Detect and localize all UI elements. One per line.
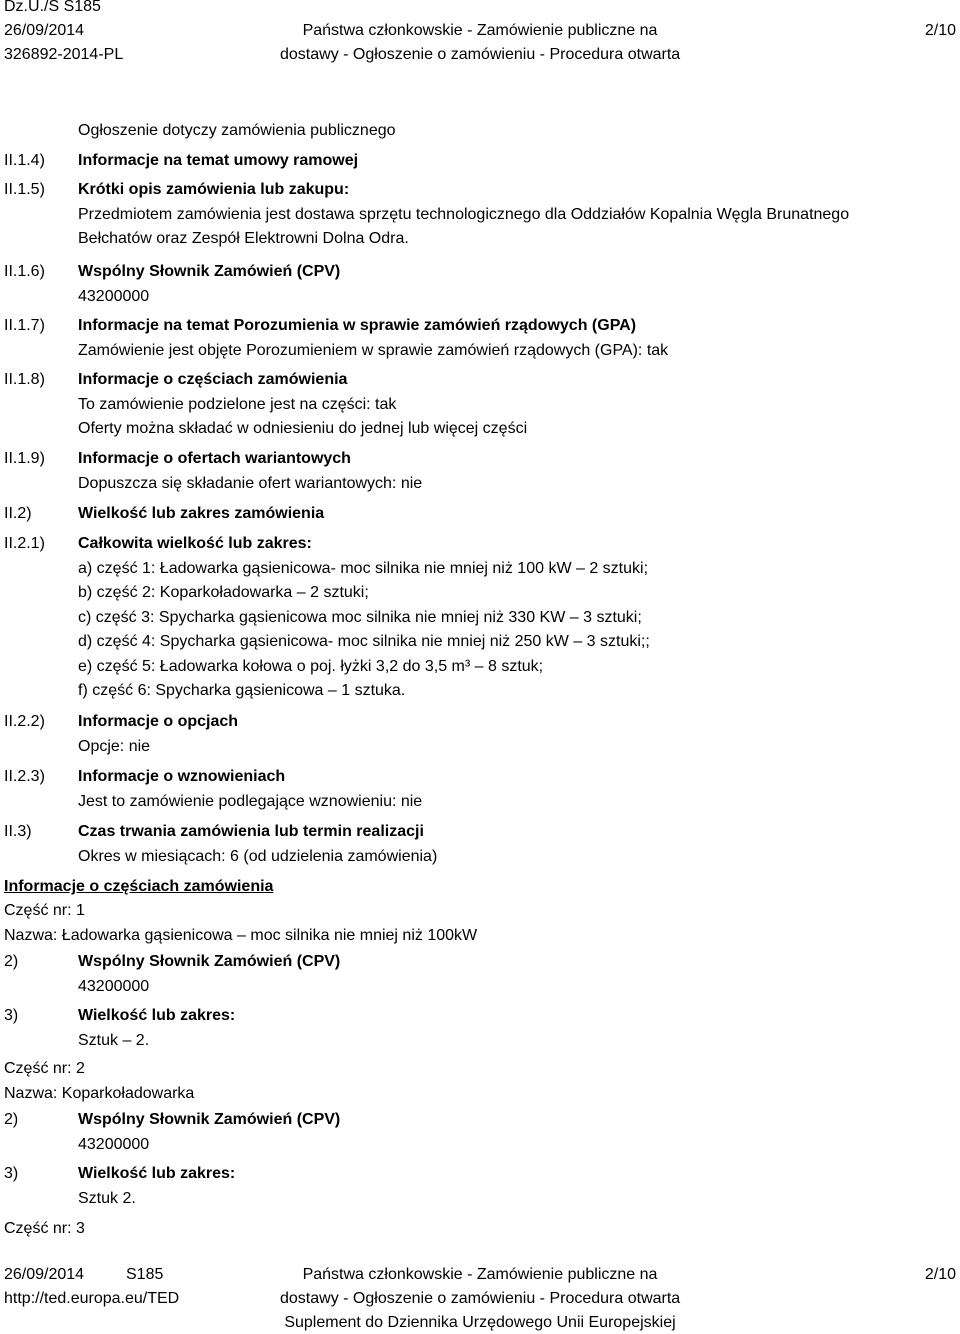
part3-label: Część nr: 3 — [4, 1220, 85, 1237]
section-heading: Informacje na temat umowy ramowej — [78, 152, 359, 169]
section-text: c) część 3: Spycharka gąsienicowa moc silnika nie mniej niż 330 KW – 3 sztuki; — [78, 608, 642, 626]
part-cpv-number: 2) — [4, 1111, 19, 1128]
section-heading: Wielkość lub zakres zamówienia — [78, 505, 325, 522]
header-title-line2: dostawy - Ogłoszenie o zamówieniu - Procedura otwarta — [280, 46, 681, 63]
section-number: II.1.9) — [4, 450, 45, 467]
part-name-label: Nazwa: Ładowarka gąsienicowa – moc silnika nie mniej niż 100kW — [4, 926, 478, 944]
part-name-label: Nazwa: Koparkoładowarka — [4, 1084, 195, 1102]
section-number: II.3) — [4, 823, 32, 840]
section-text: Dopuszcza się składanie ofert wariantowych: nie — [78, 474, 423, 492]
section-text: Jest to zamówienie podlegające wznowieniu: nie — [78, 792, 423, 810]
part-quantity-value: Sztuk 2. — [78, 1189, 136, 1207]
footer-url[interactable]: http://ted.europa.eu/TED — [4, 1290, 180, 1307]
section-text: a) część 1: Ładowarka gąsienicowa- moc silnika nie mniej niż 100 kW – 2 sztuki; — [78, 559, 649, 577]
footer-page-number: 2/10 — [924, 1266, 956, 1283]
section-heading: Czas trwania zamówienia lub termin realizacji — [78, 823, 424, 840]
section-number: II.1.5) — [4, 181, 45, 198]
footer-series: S185 — [126, 1266, 164, 1283]
notice-id: 326892-2014-PL — [4, 46, 124, 63]
part-quantity-value: Sztuk – 2. — [78, 1031, 150, 1049]
part-quantity-number: 3) — [4, 1007, 19, 1024]
part-quantity-heading: Wielkość lub zakres: — [78, 1165, 236, 1182]
section-heading: Informacje o wznowieniach — [78, 768, 286, 785]
part-quantity-heading: Wielkość lub zakres: — [78, 1007, 236, 1024]
part-cpv-code: 43200000 — [78, 1135, 150, 1153]
section-text: Ogłoszenie dotyczy zamówienia publicznego — [78, 122, 396, 139]
section-text: e) część 5: Ładowarka kołowa o poj. łyżki 3,2 do 3,5 m³ – 8 sztuk; — [78, 657, 544, 675]
section-text: Opcje: nie — [78, 737, 151, 755]
section-text: Bełchatów oraz Zespół Elektrowni Dolna Odra. — [78, 230, 409, 247]
section-text: 43200000 — [78, 287, 150, 305]
section-number: II.2.3) — [4, 768, 45, 785]
section-text: f) część 6: Spycharka gąsienicowa – 1 sztuka. — [78, 682, 406, 699]
footer-title-line2: dostawy - Ogłoszenie o zamówieniu - Procedura otwarta — [280, 1290, 681, 1307]
section-text: To zamówienie podzielone jest na części: tak — [78, 395, 397, 413]
journal-ref: Dz.U./S S185 — [4, 0, 101, 15]
parts-heading: Informacje o częściach zamówienia — [4, 878, 274, 895]
section-number: II.2.2) — [4, 713, 45, 730]
section-heading: Informacje o częściach zamówienia — [78, 371, 348, 388]
header-title-line1: Państwa członkowskie - Zamówienie publiczne na — [302, 22, 658, 39]
section-text: Okres w miesiącach: 6 (od udzielenia zamówienia) — [78, 847, 438, 865]
section-number: II.1.7) — [4, 317, 45, 334]
section-heading: Informacje na temat Porozumienia w sprawie zamówień rządowych (GPA) — [78, 317, 637, 334]
part-quantity-number: 3) — [4, 1165, 19, 1182]
section-number: II.1.4) — [4, 152, 45, 169]
section-text: b) część 2: Koparkoładowarka – 2 sztuki; — [78, 584, 369, 601]
header-page-number: 2/10 — [924, 22, 956, 39]
footer-title-line1: Państwa członkowskie - Zamówienie publiczne na — [302, 1266, 658, 1283]
section-number: II.1.8) — [4, 371, 45, 388]
header-date: 26/09/2014 — [4, 22, 85, 39]
section-number: II.2.1) — [4, 535, 45, 552]
section-text: d) część 4: Spycharka gąsienicowa- moc silnika nie mniej niż 250 kW – 3 sztuki;; — [78, 633, 650, 650]
section-heading: Informacje o opcjach — [78, 713, 239, 730]
part-number-label: Część nr: 1 — [4, 902, 85, 919]
section-text: Przedmiotem zamówienia jest dostawa sprzętu technologicznego dla Oddziałów Kopalnia Węgla Brunatnego — [78, 205, 850, 223]
section-number: II.2) — [4, 505, 32, 522]
section-text: Zamówienie jest objęte Porozumieniem w sprawie zamówień rządowych (GPA): tak — [78, 341, 669, 359]
section-heading: Całkowita wielkość lub zakres: — [78, 535, 312, 552]
section-text: Oferty można składać w odniesieniu do jednej lub więcej części — [78, 420, 528, 437]
part-cpv-number: 2) — [4, 953, 19, 970]
section-heading: Informacje o ofertach wariantowych — [78, 450, 351, 467]
part-cpv-heading: Wspólny Słownik Zamówień (CPV) — [78, 953, 341, 970]
section-heading: Wspólny Słownik Zamówień (CPV) — [78, 263, 341, 280]
footer-date: 26/09/2014 — [4, 1266, 85, 1283]
section-heading: Krótki opis zamówienia lub zakupu: — [78, 181, 350, 198]
part-cpv-code: 43200000 — [78, 977, 150, 995]
part-cpv-heading: Wspólny Słownik Zamówień (CPV) — [78, 1111, 341, 1128]
footer-title-line3: Suplement do Dziennika Urzędowego Unii Europejskiej — [284, 1314, 676, 1331]
part-number-label: Część nr: 2 — [4, 1060, 85, 1077]
section-number: II.1.6) — [4, 263, 45, 280]
